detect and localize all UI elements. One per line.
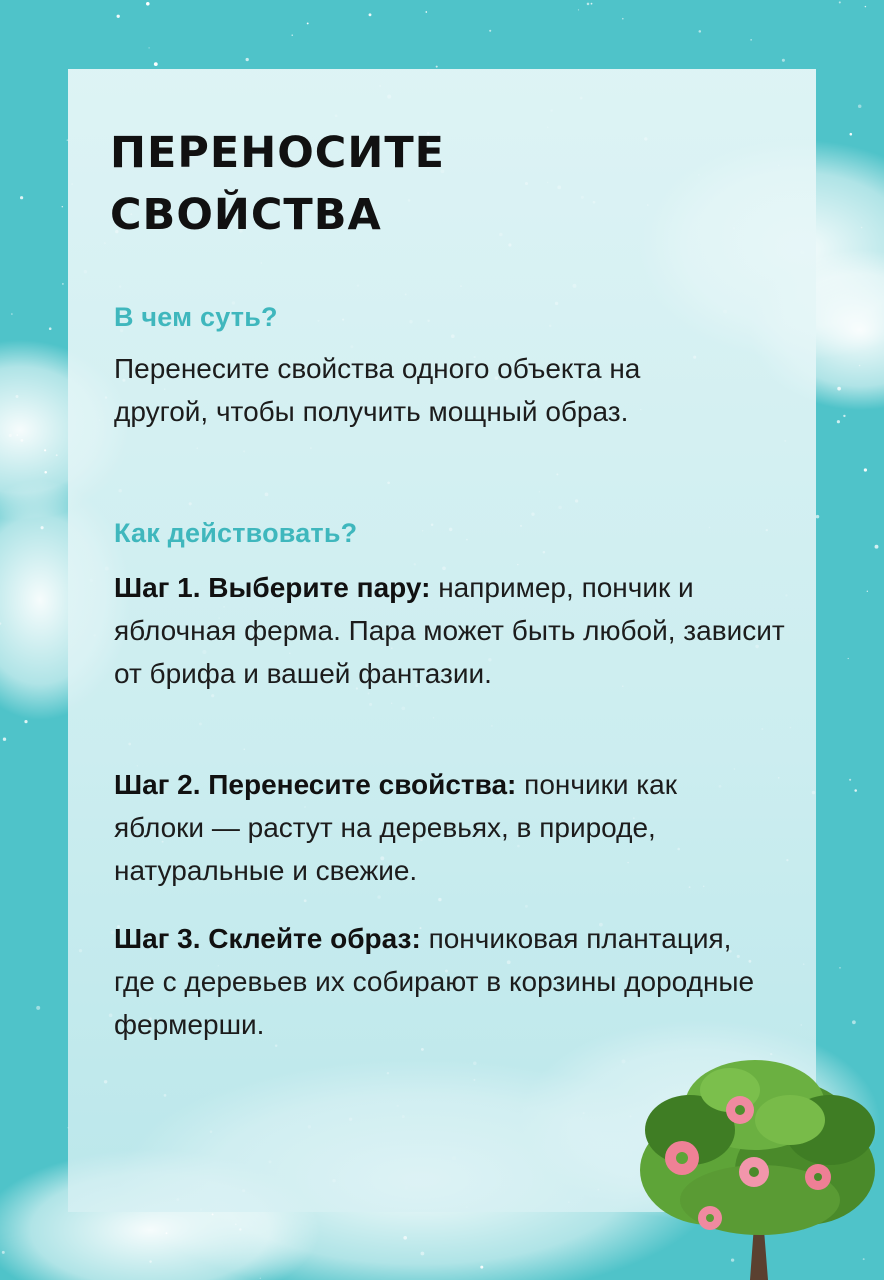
snow-speck <box>839 967 840 968</box>
page-title: ПЕРЕНОСИТЕ СВОЙСТВА <box>110 128 446 240</box>
snow-speck <box>9 434 12 437</box>
snow-speck <box>369 13 372 16</box>
snow-speck <box>837 387 841 391</box>
snow-speck <box>750 39 751 40</box>
step-1-text: например, пончик и яблочная ферма. Пара может быть любой, зависит от брифа и вашей фантазии. <box>114 572 785 689</box>
donut-tree-illustration <box>630 1050 884 1280</box>
snow-speck <box>44 449 46 451</box>
snow-speck <box>56 454 58 456</box>
snow-speck <box>307 22 309 24</box>
snow-speck <box>839 1 841 3</box>
snow-speck <box>117 15 120 18</box>
snow-speck <box>843 415 845 417</box>
step-3 <box>114 917 774 1046</box>
snow-speck <box>2 1251 5 1254</box>
snow-speck <box>816 515 820 519</box>
snow-speck <box>425 11 427 13</box>
snow-speck <box>62 206 63 207</box>
snow-speck <box>11 313 13 315</box>
snow-speck <box>850 133 853 136</box>
snow-speck <box>3 738 6 741</box>
snow-speck <box>578 9 579 10</box>
howto-heading: Как действовать? <box>114 518 358 548</box>
snow-speck <box>699 30 702 33</box>
snow-speck <box>859 365 861 367</box>
snow-speck <box>858 104 862 108</box>
step-2 <box>114 763 764 892</box>
snow-speck <box>865 6 866 7</box>
snow-speck <box>421 1252 425 1256</box>
snow-speck <box>36 1006 40 1010</box>
snow-speck <box>861 227 863 229</box>
essence-text: Перенесите свойства одного объекта на другой, чтобы получить мощный образ. <box>114 353 641 427</box>
essence-heading: В чем суть? <box>114 302 278 332</box>
snow-speck <box>837 420 840 423</box>
snow-speck <box>49 327 52 330</box>
snow-speck <box>436 66 438 68</box>
snow-speck <box>24 720 27 723</box>
snow-speck <box>480 1266 483 1269</box>
snow-speck <box>41 526 44 529</box>
snow-speck <box>44 471 47 474</box>
snow-speck <box>235 1224 236 1225</box>
step-2-text: пончики как яблоки — растут на деревьях, в природе, натуральные и свежие. <box>114 769 677 886</box>
snow-speck <box>852 1020 856 1024</box>
snow-speck <box>20 439 23 442</box>
snow-speck <box>849 779 851 781</box>
snow-speck <box>867 591 868 592</box>
snow-speck <box>149 1260 151 1262</box>
snow-speck <box>260 1278 261 1279</box>
snow-speck <box>864 468 867 471</box>
snow-speck <box>587 3 590 6</box>
snow-speck <box>212 1213 214 1215</box>
snow-speck <box>875 545 879 549</box>
step-3-text: пончиковая плантация, где с деревьев их собирают в корзины дородные фермерши. <box>114 923 755 1040</box>
snow-speck <box>292 35 293 36</box>
snow-speck <box>591 3 593 5</box>
step-3-label: Шаг 3. Склейте образ: <box>114 923 421 954</box>
snow-speck <box>782 59 785 62</box>
snow-speck <box>403 1236 407 1240</box>
snow-speck <box>848 658 849 659</box>
snow-speck <box>246 58 249 61</box>
step-1-label: Шаг 1. Выберите пару: <box>114 572 431 603</box>
snow-speck <box>622 18 624 20</box>
snow-speck <box>148 47 149 48</box>
step-1 <box>114 566 804 695</box>
step-2-label: Шаг 2. Перенесите свойства: <box>114 769 517 800</box>
snow-speck <box>489 30 491 32</box>
snow-speck <box>146 2 150 6</box>
snow-speck <box>854 789 857 792</box>
snow-speck <box>154 62 158 66</box>
snow-speck <box>20 196 23 199</box>
snow-speck <box>62 283 64 285</box>
snow-speck <box>166 1232 168 1234</box>
snow-speck <box>239 1228 241 1230</box>
snow-speck <box>16 395 19 398</box>
snow-speck <box>17 434 19 436</box>
